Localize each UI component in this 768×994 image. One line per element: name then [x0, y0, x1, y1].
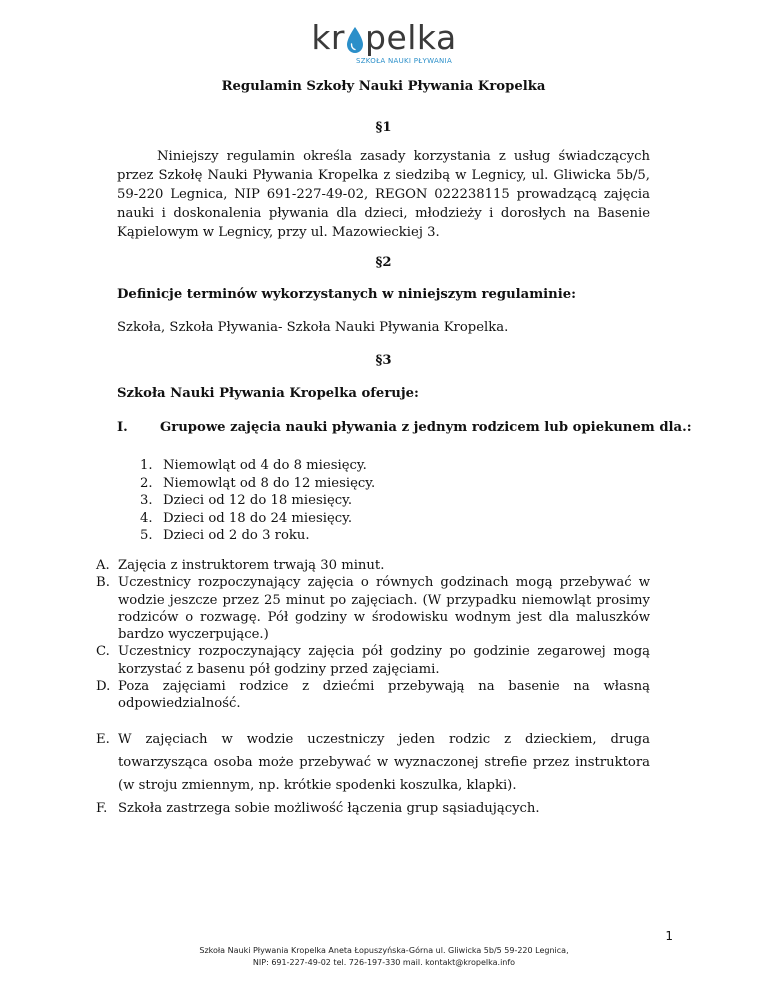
- logo: [0, 20, 768, 65]
- list-item: A. Zajęcia z instruktorem trwają 30 minut.: [96, 558, 385, 573]
- list-item: C. Uczestnicy rozpoczynający zajęcia pół godziny po godzinie zegarowej mogą korzystać z basenu pół godziny przed zajęciami.: [96, 644, 650, 677]
- section-1-heading: §1: [375, 120, 392, 135]
- roman-numeral: I.: [117, 420, 128, 435]
- list-item: 2. Niemowląt od 8 do 12 miesięcy.: [140, 475, 376, 491]
- list-item: 3. Dzieci od 12 do 18 miesięcy.: [140, 493, 353, 508]
- section-1-text: Niniejszy regulamin określa zasady korzystania z usług świadczących przez Szkołę Nauki Pływania Kropelka z siedzibą w Legnicy, ul. Gliwicka 5b/5, 59-220 Legnica, NIP 691-227-49-02, REGON 022238115 prowadzącą zajęcia nauki i doskonalenia pływania dla dzieci, młodzieży i dorosłych na Basenie Kąpielowym w Legnicy, przy ul. Mazowieckiej 3.: [117, 149, 650, 240]
- footer-line-1: Szkoła Nauki Pływania Kropelka Aneta Łopuszyńska-Górna ul. Gliwicka 5b/5 59-220 Legnica,: [199, 946, 569, 955]
- section-2-subheading: Definicje terminów wykorzystanych w niniejszym regulaminie:: [117, 287, 577, 302]
- list-item: F. Szkoła zastrzega sobie możliwość łączenia grup sąsiadujących.: [96, 801, 540, 816]
- section-3-subheading: Szkoła Nauki Pływania Kropelka oferuje:: [117, 386, 419, 401]
- list-item: B. Uczestnicy rozpoczynający zajęcia o równych godzinach mogą przebywać w wodzie jeszcze przez 25 minut po zajęciach. (W przypadku niemowląt prosimy rodziców o rozwagę. Pół godziny w środowisku wodnym jest dla maluszków bardzo wyczerpujące.): [96, 575, 650, 643]
- list-item: 5. Dzieci od 2 do 3 roku.: [140, 528, 310, 543]
- list-item: 1. Niemowląt od 4 do 8 miesięcy.: [140, 458, 367, 473]
- page-footer: [0, 945, 768, 969]
- logo-word-left: kr: [311, 18, 345, 57]
- footer-line-2: NIP: 691-227-49-02 tel. 726-197-330 mail. kontakt@kropelka.info: [252, 958, 516, 967]
- list-item: D. Poza zajęciami rodzice z dziećmi przebywają na basenie na własną odpowiedzialność.: [96, 679, 650, 712]
- logo-word-right: pelka: [365, 18, 457, 57]
- roman-item-text: Grupowe zajęcia nauki pływania z jednym rodzicem lub opiekunem dla.:: [160, 420, 692, 435]
- age-group-list: [140, 457, 375, 545]
- logo-subtitle: SZKOŁA NAUKI PŁYWANIA: [355, 57, 453, 65]
- page-number: 1: [665, 929, 673, 943]
- section-2-text: Szkoła, Szkoła Pływania- Szkoła Nauki Pływania Kropelka.: [117, 320, 509, 335]
- list-item: 4. Dzieci od 18 do 24 miesięcy.: [140, 510, 353, 526]
- list-item: E. W zajęciach w wodzie uczestniczy jeden rodzic z dzieckiem, druga towarzysząca osoba może przebywać w wyznaczonej strefie przez instruktora (w stroju zmiennym, np. krótkie spodenki koszulka, klapki).: [96, 732, 650, 793]
- section-2-heading: §2: [375, 255, 392, 270]
- logo-wordmark: [311, 20, 456, 56]
- section-3-heading: §3: [375, 353, 392, 368]
- rules-list-a-d: [96, 557, 650, 713]
- document-title: Regulamin Szkoły Nauki Pływania Kropelka: [221, 79, 546, 94]
- water-drop-icon: [346, 27, 364, 54]
- rules-list-e-f: [96, 728, 650, 820]
